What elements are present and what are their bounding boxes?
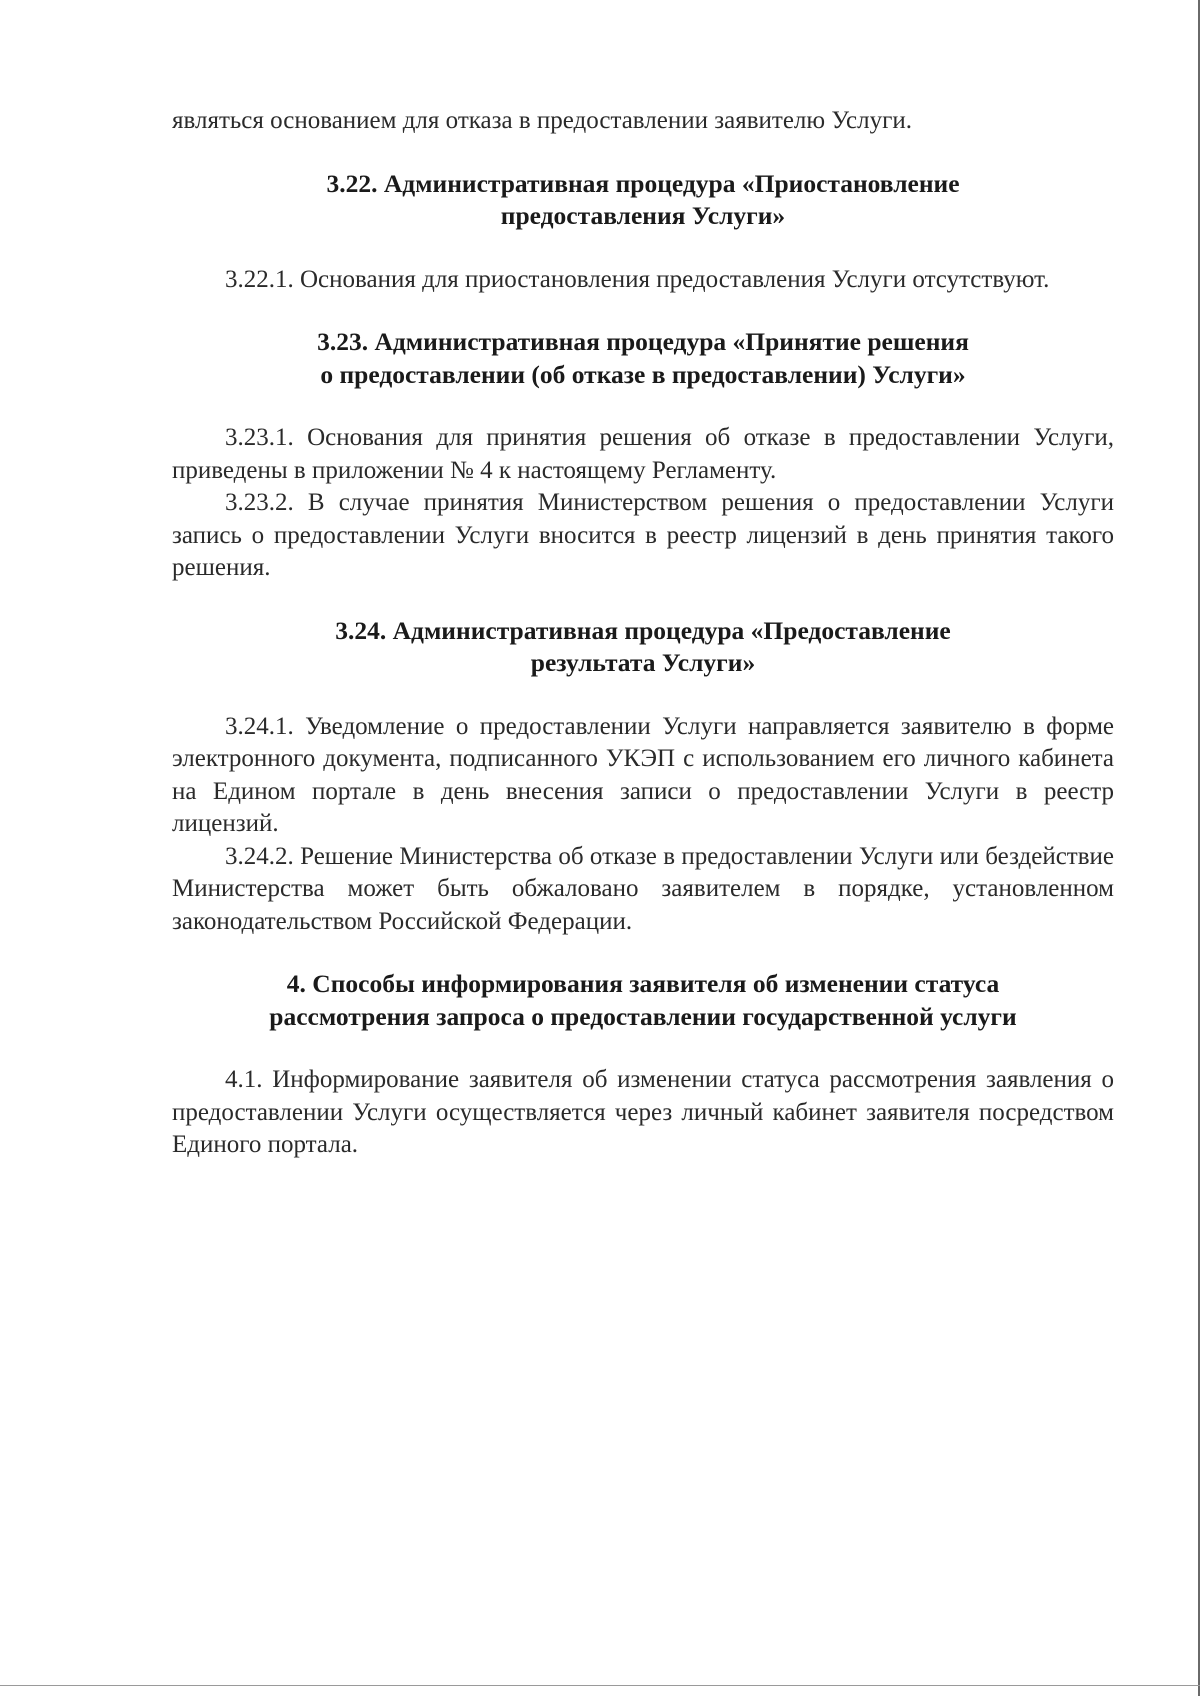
scan-edge-bottom: [0, 1685, 1200, 1686]
heading-line: 3.23. Административная процедура «Принятие решения: [317, 327, 969, 356]
paragraph-3-23-2: 3.23.2. В случае принятия Министерством решения о предоставлении Услуги запись о предоставлении Услуги вносится в реестр лицензий в день принятия такого решения.: [172, 489, 1114, 581]
heading-line: 3.24. Административная процедура «Предоставление: [335, 615, 951, 645]
heading-line: рассмотрения запроса о предоставлении государственной услуги: [269, 1001, 1017, 1031]
section-heading-3-22: [172, 168, 1114, 233]
section-heading-3-24: [172, 615, 1114, 680]
section-heading-3-23: [172, 326, 1114, 391]
intro-text: являться основанием для отказа в предоставлении заявителю Услуги.: [172, 107, 912, 134]
paragraph-4-1: 4.1. Информирование заявителя об изменении статуса рассмотрения заявления о предоставлении Услуги осуществляется через личный кабинет заявителя посредством Единого портала.: [172, 1066, 1114, 1158]
document-body: [172, 105, 1114, 1162]
heading-line: 4. Способы информирования заявителя об изменении статуса: [286, 969, 1000, 998]
paragraph-3-24-2: 3.24.2. Решение Министерства об отказе в предоставлении Услуги или бездействие Министерства может быть обжаловано заявителем в порядке, установленном законодательством Российской Федерации.: [172, 842, 1114, 935]
paragraph-3-22-1: 3.22.1. Основания для приостановления предоставления Услуги отсутствуют.: [225, 265, 1050, 293]
paragraph-3-24-1: 3.24.1. Уведомление о предоставлении Услуги направляется заявителю в форме электронного документа, подписанного УКЭП с использованием его личного кабинета на Едином портале в день внесения записи о предоставлении Услуги в реестр лицензий.: [172, 712, 1114, 837]
section-heading-4: [172, 968, 1114, 1033]
heading-line: 3.22. Административная процедура «Приостановление: [326, 168, 960, 198]
heading-line: результата Услуги»: [530, 648, 756, 677]
heading-line: о предоставлении (об отказе в предоставлении) Услуги»: [320, 359, 966, 389]
heading-line: предоставления Услуги»: [500, 201, 786, 230]
paragraph-3-23-1: 3.23.1. Основания для принятия решения об отказе в предоставлении Услуги, приведены в приложении № 4 к настоящему Регламенту.: [172, 424, 1114, 484]
